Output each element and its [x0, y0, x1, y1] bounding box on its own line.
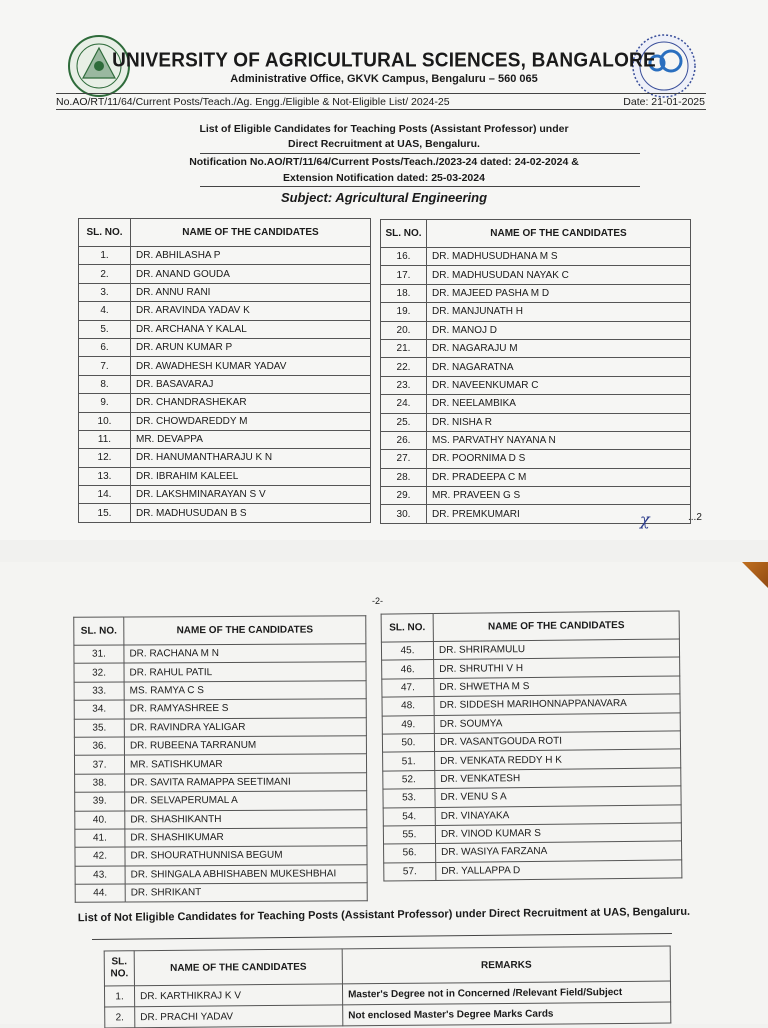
table-row [381, 395, 691, 413]
sl-no-cell: 27. [381, 450, 427, 468]
candidate-name-cell: DR. MAJEED PASHA M D [427, 284, 691, 302]
table-row [79, 486, 371, 504]
university-name: UNIVERSITY OF AGRICULTURAL SCIENCES, BANGALORE [112, 49, 656, 72]
candidate-name-cell: DR. SHASHIKANTH [125, 809, 367, 829]
candidate-name-header: NAME OF THE CANDIDATES [433, 611, 679, 642]
candidate-name-cell: DR. VENKATA REDDY H K [435, 749, 681, 770]
candidate-name-cell: DR. POORNIMA D S [427, 450, 691, 468]
table-row [79, 467, 371, 485]
sl-no-cell: 25. [381, 413, 427, 431]
sl-no-cell: 35. [74, 719, 124, 738]
sl-no-cell: 51. [383, 752, 435, 771]
table-row [74, 699, 366, 719]
header-divider [56, 93, 706, 94]
candidate-rows [381, 248, 691, 524]
sl-no-cell: 24. [381, 395, 427, 413]
candidate-name-cell: DR. SAVITA RAMAPPA SEETIMANI [125, 772, 367, 792]
table-row [74, 662, 366, 682]
sl-no-cell: 40. [75, 811, 125, 830]
intro-divider [200, 153, 640, 154]
table-row [79, 320, 371, 338]
table-row [79, 375, 371, 393]
candidate-name-cell: MR. DEVAPPA [131, 430, 371, 448]
candidate-name-cell: DR. PRADEEPA C M [427, 468, 691, 486]
notification-line-2: Extension Notification dated: 25-03-2024 [283, 172, 485, 184]
remarks-cell: Master's Degree not in Concerned /Relevant Field/Subject [342, 981, 670, 1005]
sl-no-cell: 10. [79, 412, 131, 430]
sl-no-cell: 1. [104, 986, 134, 1007]
candidate-name-cell: DR. YALLAPPA D [436, 860, 682, 881]
candidate-name-cell: DR. CHOWDAREDDY M [131, 412, 371, 430]
table-row [74, 736, 366, 756]
table-row [79, 504, 371, 522]
table-row [79, 449, 371, 467]
candidate-name-cell: DR. SHRIRAMULU [433, 639, 679, 660]
sl-no-cell: 4. [79, 302, 131, 320]
candidate-name-cell: DR. VINOD KUMAR S [435, 823, 681, 844]
subject-heading: Subject: Agricultural Engineering [280, 190, 488, 205]
candidate-name-cell: DR. ARAVINDA YADAV K [131, 302, 371, 320]
sl-no-cell: 12. [79, 449, 131, 467]
candidate-name-cell: DR. CHANDRASHEKAR [131, 394, 371, 412]
university-address: Administrative Office, GKVK Campus, Bengaluru – 560 065 [230, 73, 538, 85]
candidate-name-cell: DR. NAVEENKUMAR C [427, 376, 691, 394]
sl-no-cell: 3. [79, 283, 131, 301]
candidate-name-cell: DR. PREMKUMARI [427, 505, 691, 523]
table-row [381, 358, 691, 376]
sl-no-header: SL. NO. [381, 614, 433, 643]
table-row [75, 809, 367, 829]
table-row [79, 412, 371, 430]
sl-no-cell: 56. [384, 844, 436, 863]
table-row [79, 302, 371, 320]
candidate-name-cell: DR. MADHUSUDHANA M S [427, 248, 691, 266]
table-row [381, 450, 691, 468]
eligible-table-4 [381, 610, 683, 881]
sl-no-cell: 57. [384, 862, 436, 881]
sl-no-cell: 31. [74, 645, 124, 664]
not-eligible-table [104, 946, 672, 1028]
sl-no-cell: 19. [381, 303, 427, 321]
sl-no-cell: 47. [382, 678, 434, 697]
candidate-rows [79, 247, 371, 523]
sl-no-cell: 41. [75, 829, 125, 848]
candidate-name-cell: DR. NAGARATNA [427, 358, 691, 376]
handwritten-initial: χ [640, 510, 650, 529]
candidate-name-cell: DR. NAGARAJU M [427, 339, 691, 357]
sl-no-cell: 43. [75, 866, 125, 885]
table-row [75, 791, 367, 811]
candidate-name-cell: DR. SHRIKANT [125, 883, 367, 903]
sl-no-cell: 2. [105, 1007, 135, 1028]
table-row [381, 339, 691, 357]
candidate-name-cell: DR. LAKSHMINARAYAN S V [131, 486, 371, 504]
candidate-name-header: NAME OF THE CANDIDATES [124, 616, 366, 645]
sl-no-cell: 14. [79, 486, 131, 504]
notification-line-1: Notification No.AO/RT/11/64/Current Posts/Teach./2023-24 dated: 24-02-2024 & [189, 156, 579, 168]
candidate-name-cell: DR. MANJUNATH H [427, 303, 691, 321]
not-eligible-rows [104, 981, 670, 1028]
candidate-name-cell: DR. RAHUL PATIL [124, 662, 366, 682]
sl-no-cell: 34. [74, 700, 124, 719]
table-row [74, 754, 366, 774]
sl-no-cell: 22. [381, 358, 427, 376]
notification-divider [200, 186, 640, 187]
table-row [74, 681, 366, 701]
candidate-name-cell: DR. SHASHIKUMAR [125, 828, 367, 848]
sl-no-cell: 8. [79, 375, 131, 393]
candidate-name-cell: DR. PRACHI YADAV [135, 1005, 343, 1028]
candidate-name-cell: DR. VENU S A [435, 786, 681, 807]
table-row [75, 828, 367, 848]
candidate-name-cell: MS. PARVATHY NAYANA N [427, 431, 691, 449]
table-row [381, 487, 691, 505]
candidate-name-cell: DR. VASANTGOUDA ROTI [434, 731, 680, 752]
reference-number: No.AO/RT/11/64/Current Posts/Teach./Ag. Engg./Eligible & Not-Eligible List/ 2024-25 [56, 96, 450, 108]
sl-no-cell: 21. [381, 339, 427, 357]
sl-no-cell: 46. [382, 660, 434, 679]
sl-no-cell: 5. [79, 320, 131, 338]
sl-no-cell: 44. [75, 884, 125, 903]
candidate-name-cell: DR. ANNU RANI [131, 283, 371, 301]
candidate-name-cell: DR. NEELAMBIKA [427, 395, 691, 413]
candidate-name-cell: DR. RACHANA M N [124, 644, 366, 664]
sl-no-cell: 11. [79, 430, 131, 448]
candidate-name-cell: DR. MADHUSUDAN NAYAK C [427, 266, 691, 284]
table-row [381, 266, 691, 284]
candidate-name-cell: DR. SHINGALA ABHISHABEN MUKESHBHAI [125, 864, 367, 884]
sl-no-cell: 16. [381, 248, 427, 266]
intro-line-2: Direct Recruitment at UAS, Bengaluru. [288, 138, 480, 150]
table-row [75, 772, 367, 792]
sl-no-cell: 54. [383, 807, 435, 826]
candidate-name-header: NAME OF THE CANDIDATES [134, 949, 342, 986]
table-row [381, 284, 691, 302]
sl-no-cell: 7. [79, 357, 131, 375]
table-row [79, 430, 371, 448]
candidate-name-cell: DR. AWADHESH KUMAR YADAV [131, 357, 371, 375]
table-row [381, 468, 691, 486]
candidate-name-cell: DR. WASIYA FARZANA [436, 841, 682, 862]
sl-no-cell: 32. [74, 663, 124, 682]
table-row [75, 864, 367, 884]
not-eligible-title: List of Not Eligible Candidates for Teaching Posts (Assistant Professor) under Direct Recruitment at UAS, Bengaluru. [77, 905, 691, 925]
sl-no-cell: 20. [381, 321, 427, 339]
remarks-cell: Not enclosed Master's Degree Marks Cards [343, 1002, 671, 1026]
table-row [79, 394, 371, 412]
candidate-name-cell: DR. NISHA R [427, 413, 691, 431]
remarks-header: REMARKS [342, 946, 670, 984]
table-row [79, 338, 371, 356]
sl-no-cell: 55. [383, 825, 435, 844]
document-date: Date: 21-01-2025 [623, 96, 705, 108]
candidate-name-header: NAME OF THE CANDIDATES [131, 219, 371, 247]
ref-divider [56, 109, 706, 110]
continued-marker: ...2 [688, 512, 702, 523]
page-number: -2- [372, 596, 383, 606]
candidate-name-cell: DR. ARUN KUMAR P [131, 338, 371, 356]
sl-no-cell: 33. [74, 682, 124, 701]
candidate-name-cell: DR. VINAYAKA [435, 804, 681, 825]
table-row [381, 431, 691, 449]
candidate-name-cell: MR. SATISHKUMAR [124, 754, 366, 774]
candidate-name-cell: DR. VENKATESH [435, 768, 681, 789]
sl-no-cell: 49. [382, 715, 434, 734]
candidate-name-cell: DR. SOUMYA [434, 713, 680, 734]
table-row [75, 883, 367, 903]
eligible-table-1 [78, 218, 371, 523]
sl-no-cell: 30. [381, 505, 427, 523]
table-row [79, 283, 371, 301]
sl-no-header [104, 951, 134, 986]
table-row [74, 717, 366, 737]
table-row [381, 376, 691, 394]
candidate-name-cell: DR. ARCHANA Y KALAL [131, 320, 371, 338]
candidate-name-cell: DR. BASAVARAJ [131, 375, 371, 393]
sl-no-cell: 36. [74, 737, 124, 756]
sl-no-cell: 9. [79, 394, 131, 412]
candidate-name-cell: MR. PRAVEEN G S [427, 487, 691, 505]
candidate-rows [74, 644, 367, 903]
sl-no-cell: 45. [381, 642, 433, 661]
sl-no-cell: 18. [381, 284, 427, 302]
candidate-name-cell: DR. ANAND GOUDA [131, 265, 371, 283]
table-row [79, 265, 371, 283]
candidate-name-cell: DR. ABHILASHA P [131, 247, 371, 265]
sl-no-cell: 38. [75, 774, 125, 793]
candidate-name-cell: DR. SELVAPERUMAL A [125, 791, 367, 811]
sl-no-cell: 23. [381, 376, 427, 394]
table-row [384, 860, 682, 882]
sl-no-cell: 39. [75, 792, 125, 811]
sl-no-cell: 42. [75, 847, 125, 866]
candidate-name-cell: DR. RAMYASHREE S [124, 699, 366, 719]
sl-no-cell: 2. [79, 265, 131, 283]
table-row [75, 846, 367, 866]
sl-no-cell: 52. [383, 770, 435, 789]
table-row [79, 247, 371, 265]
candidate-name-cell: DR. KARTHIKRAJ K V [134, 984, 342, 1007]
sl-header-line-2: NO. [110, 968, 129, 980]
sl-no-header: SL. NO. [74, 617, 124, 645]
sl-header-line-1: SL. [111, 956, 128, 968]
sl-no-cell: 1. [79, 247, 131, 265]
table-row [74, 644, 366, 664]
table-row [381, 413, 691, 431]
candidate-name-cell: DR. SHOURATHUNNISA BEGUM [125, 846, 367, 866]
sl-no-cell: 37. [74, 755, 124, 774]
candidate-name-header: NAME OF THE CANDIDATES [427, 220, 691, 248]
candidate-name-cell: MS. RAMYA C S [124, 681, 366, 701]
candidate-name-cell: DR. MADHUSUDAN B S [131, 504, 371, 522]
sl-no-cell: 53. [383, 789, 435, 808]
intro-line-1: List of Eligible Candidates for Teaching Posts (Assistant Professor) under [199, 123, 569, 135]
sl-no-header: SL. NO. [381, 220, 427, 248]
candidate-name-cell: DR. MANOJ D [427, 321, 691, 339]
table-row [381, 303, 691, 321]
eligible-table-2 [380, 219, 691, 524]
candidate-name-cell: DR. SHRUTHI V H [434, 657, 680, 678]
sl-no-cell: 17. [381, 266, 427, 284]
candidate-name-cell: DR. RAVINDRA YALIGAR [124, 717, 366, 737]
candidate-name-cell: DR. HANUMANTHARAJU K N [131, 449, 371, 467]
sl-no-cell: 6. [79, 338, 131, 356]
sl-no-header: SL. NO. [79, 219, 131, 247]
sl-no-cell: 48. [382, 697, 434, 716]
sl-no-cell: 26. [381, 431, 427, 449]
table-row [381, 321, 691, 339]
candidate-rows [381, 639, 681, 881]
sl-no-cell: 29. [381, 487, 427, 505]
eligible-table-3 [73, 615, 367, 903]
candidate-name-cell: DR. IBRAHIM KALEEL [131, 467, 371, 485]
table-row [105, 1002, 671, 1028]
table-row [381, 248, 691, 266]
sl-no-cell: 28. [381, 468, 427, 486]
sl-no-cell: 15. [79, 504, 131, 522]
sl-no-cell: 13. [79, 467, 131, 485]
table-row [79, 357, 371, 375]
candidate-name-cell: DR. SHWETHA M S [434, 676, 680, 697]
candidate-name-cell: DR. SIDDESH MARIHONNAPPANAVARA [434, 694, 680, 715]
candidate-name-cell: DR. RUBEENA TARRANUM [124, 736, 366, 756]
sl-no-cell: 50. [382, 733, 434, 752]
